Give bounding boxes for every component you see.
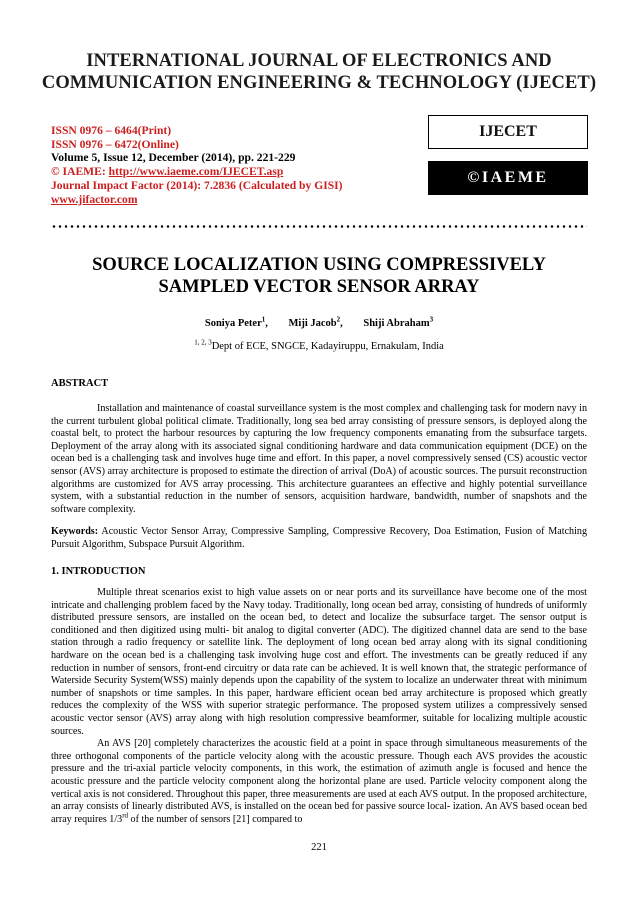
issn-online: ISSN 0976 – 6472(Online) [51,137,179,151]
keywords-text: Acoustic Vector Sensor Array, Compressive Sampling, Compressive Recovery, Doa Estimation, Fusion of Matching Pursuit Algorithm, Subspace Pursuit Algorithm. [51,526,587,550]
iaeme-logo-box [428,161,588,195]
introduction-body [51,587,587,826]
paper-title [40,254,598,298]
abstract-paragraph: Installation and maintenance of coastal surveillance system is the most complex and challenging task for modern navy in the current turbulent global political climate. Traditionally, long sea bed array consisting of pressure sensors, is deployed along the coastal belt, to protect the harbour resources by capturing the low frequency components emanating from the subsurface targets. Deployment of the array along with its associated signal conditioning hardware and data communication equipment (DCE) on the ocean bed is a challenging task and involves huge time and effort. In this paper, a novel compressively sensed (CS) acoustic vector sensor (AVS) array architecture is proposed to estimate the direction of arrival (DoA) of acoustic sources. The pursuit reconstruction algorithms are customized for AVS array processing. This architecture guarantees an effective and highly potential surveillance system, with a substantial reduction in the number of sensors, acquisition hardware, bandwidth, number of snapshots and the software complexity. [51,403,587,515]
impact-factor: Journal Impact Factor (2014): 7.2836 (Calculated by GISI) [51,178,343,192]
keywords [51,526,587,551]
iaeme-logo-text: ©IAEME [467,169,549,186]
paper-title-line2: SAMPLED VECTOR SENSOR ARRAY [158,277,480,297]
abstract-heading: ABSTRACT [51,378,109,389]
affiliation-sup: 1, 2, 3 [194,338,212,347]
author: Shiji Abraham$^3$ [363,315,434,329]
author: Miji Jacob$^2$, [288,315,343,329]
introduction-paragraph-1: Multiple threat scenarios exist to high value assets on or near ports and its surveillance have become one of the most intricate and challenging problem faced by the Navy today. Traditionally, long ocean bed array, consisting of hundreds of uniformly distributed pressure sensors, are installed on the ocean bed, to detect and localize the subsurface target. The sensor output is conditioned and then digitized using multi- bit analog to digital converter (ADC). The digitized channel data are send to the base station through a radio frequency or satellite link. The deployment of long ocean bed array along with its signal conditioning hardware on the ocean bed is a challenging task involving huge cost and effort. The investments can be greatly reduced if any reduction in number of sensors, front-end circuitry or data rate can be achieved. It is well known that, the strategic performance of Waterside Security System(WSS) mainly depends upon the capability of the system to localize an underwater threat with minimum number of snapshots or time samples. In this paper, hardware efficient ocean bed array architecture is proposed which greatly reduces the complexity of the WSS with superior strategic performance. The proposed system utilizes a compressively sensed acoustic vector sensor (AVS) array along with high resolution compressive beamformer, suitable for localizing multiple acoustic sources. [51,587,587,737]
journal-title [30,50,608,94]
journal-meta [51,124,381,206]
ijecet-logo-box [428,115,588,149]
affiliation [40,338,598,352]
introduction-heading: 1. INTRODUCTION [51,566,146,577]
jifactor-link[interactable]: www.jifactor.com [51,192,138,206]
ijecet-logo-text: IJECET [479,123,537,140]
volume-info: Volume 5, Issue 12, December (2014), pp. 221-229 [51,151,296,165]
iaeme-line [51,165,381,179]
abstract-body [51,403,587,516]
journal-title-line2: COMMUNICATION ENGINEERING & TECHNOLOGY (IJECET) [41,73,597,93]
author: Soniya Peter$^1$, [204,315,268,329]
iaeme-link[interactable]: http://www.iaeme.com/IJECET.asp [108,165,284,179]
issn-print: ISSN 0976 – 6464(Print) [51,124,172,137]
iaeme-prefix: © IAEME: [51,165,109,179]
dotted-divider [51,225,587,228]
keywords-label: Keywords: [51,526,99,537]
introduction-paragraph-2: An AVS [20] completely characterizes the acoustic field at a point in space through simultaneous measurements of the three orthogonal components of the particle velocity along with the acoustic pressure. Though each AVS provides the acoustic pressure and the tri-axial particle velocity components, in this work, the estimation of azimuth angle is focused and hence the acoustic pressure and the particle velocity component along the horizontal plane are used. Particle velocity component along the vertical axis is not considered. Throughout this paper, three measurements are used at each AVS output. In the proposed architecture, an array consists of linearly distributed AVS, is installed on the ocean bed for passive source local- ization. An AVS based ocean bed array requires 1/3rd of the number of sensors [21] compared to [51,738,587,825]
author-list [40,315,598,329]
affiliation-text: Dept of ECE, SNGCE, Kadayiruppu, Ernakulam, India [211,341,444,352]
journal-title-line1: INTERNATIONAL JOURNAL OF ELECTRONICS AND [86,51,552,71]
paper-title-line1: SOURCE LOCALIZATION USING COMPRESSIVELY [92,255,546,275]
page-number: 221 [311,842,327,853]
